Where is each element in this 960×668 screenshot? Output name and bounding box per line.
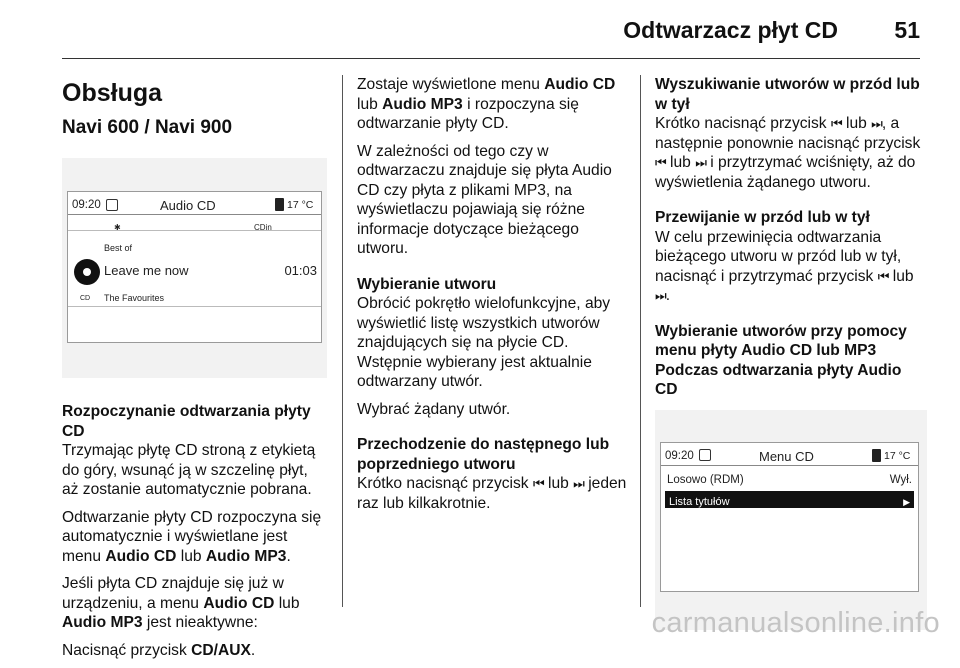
paragraph: W celu przewinięcia odtwarzania bieżącego utworu w przód lub w tył, nacisnąć i przytrzymać przycisk ⏮ lub ⏭.	[655, 228, 914, 304]
heading-next-previous: Przechodzenie do następnego lub poprzedniego utworu	[357, 436, 610, 473]
heading-search-tracks: Wyszukiwanie utworów w przód lub w tył	[655, 76, 920, 113]
clock-icon	[699, 447, 711, 467]
cd-label: CD	[80, 295, 91, 302]
menu-track-list-row	[665, 491, 914, 508]
column-divider	[342, 75, 343, 607]
album-name: Best of	[104, 243, 133, 253]
prev-track-icon: ⏮	[830, 116, 842, 131]
page-header	[0, 0, 960, 60]
column-divider	[640, 75, 641, 607]
screen-title: Audio CD	[160, 198, 216, 213]
paragraph: Odtwarzanie płyty CD rozpoczyna się automatycznie i wyświetlane jest menu Audio CD lub Audio MP3.	[62, 508, 322, 565]
next-track-icon: ⏭	[573, 476, 584, 491]
heading-menu-select: Wybieranie utworów przy pomocy menu płyty Audio CD lub MP3	[655, 322, 907, 359]
screen-temp: 17 °C	[287, 199, 314, 211]
audio-cd-screen	[67, 191, 322, 343]
prev-track-icon: ⏮	[655, 155, 666, 170]
screen-temp: 17 °C	[884, 449, 911, 462]
sub-title: Navi 600 / Navi 900	[62, 117, 233, 138]
screen-time: 09:20	[665, 449, 694, 462]
section-title: Obsługa	[62, 79, 163, 107]
next-track-icon: ⏭	[695, 155, 706, 170]
next-track-icon: ⏭	[871, 116, 882, 131]
chevron-right-icon: ▶	[903, 496, 910, 507]
heading-select-track: Wybieranie utworu	[357, 275, 497, 293]
paragraph: Jeśli płyta CD znajduje się już w urządzeniu, a menu Audio CD lub Audio MP3 jest nieaktywne:	[62, 575, 300, 631]
menu-cd-screen	[660, 442, 919, 592]
heading-wind: Przewijanie w przód lub w tył	[655, 209, 870, 226]
paragraph: Obrócić pokrętło wielofunkcyjne, aby wyświetlić listę wszystkich utworów znajdujących się na płycie CD. Wstępnie wybierany jest aktualnie odtwarzany utwór.	[357, 295, 611, 390]
audio-cd-screen-figure	[62, 158, 327, 378]
screen-title: Menu CD	[759, 448, 814, 464]
heading-start-playback: Rozpoczynanie odtwarzania płyty CD	[62, 403, 311, 440]
prev-track-icon: ⏮	[532, 476, 544, 491]
page-title: Odtwarzacz płyt CD	[623, 17, 838, 43]
screen-status-bar	[661, 443, 918, 466]
artist-name: The Favourites	[104, 293, 165, 303]
paragraph: Wybrać żądany utwór.	[357, 400, 511, 418]
paragraph: Zostaje wyświetlone menu Audio CD lub Audio MP3 i rozpoczyna się odtwarzanie płyty CD.	[357, 76, 616, 132]
track-name: Leave me now	[104, 263, 189, 278]
paragraph: W zależności od tego czy w odtwarzaczu znajduje się płyta Audio CD czy płyta z plikami MP3, na wyświetlaczu pojawiają się różne informacje dotyczące bieżącego utworu.	[357, 142, 612, 257]
paragraph: Nacisnąć przycisk CD/AUX.	[62, 641, 256, 659]
page-number: 51	[894, 17, 920, 43]
header-divider	[62, 58, 920, 59]
cd-icon	[74, 259, 100, 285]
screen-divider-bottom	[68, 306, 321, 307]
menu-cd-screen-figure	[655, 410, 927, 630]
menu-random-label: Losowo (RDM)	[667, 473, 744, 486]
next-track-icon: ⏭	[655, 288, 666, 303]
clock-icon	[106, 196, 118, 216]
menu-random-value: Wył.	[889, 473, 912, 486]
screen-status-bar	[68, 192, 321, 215]
phone-icon	[872, 447, 881, 467]
paragraph: Krótko nacisnąć przycisk ⏮ lub ⏭, a następnie ponownie nacisnąć przycisk ⏮ lub ⏭ i przytrzymać wciśnięty, aż do wyświetlenia żądanego utworu.	[655, 115, 921, 191]
cdin-label: CDin	[254, 223, 272, 232]
heading-during-audio-cd: Podczas odtwarzania płyty Audio CD	[655, 361, 902, 398]
phone-icon	[275, 196, 284, 216]
screen-divider	[68, 230, 321, 231]
column-3	[655, 75, 927, 630]
paragraph: Krótko nacisnąć przycisk ⏮ lub ⏭ jeden raz lub kilkakrotnie.	[357, 475, 627, 512]
track-time: 01:03	[284, 263, 317, 278]
watermark: carmanualsonline.info	[651, 607, 940, 639]
paragraph: Trzymając płytę CD stroną z etykietą do góry, wsunąć ją w szczelinę płyt, aż zostanie automatycznie pobrana.	[62, 442, 316, 498]
bluetooth-icon: ✱	[114, 223, 121, 232]
column-1	[62, 75, 327, 668]
menu-track-list-label: Lista tytułów	[669, 495, 730, 508]
prev-track-icon: ⏮	[877, 268, 889, 284]
column-2	[357, 75, 627, 521]
screen-time: 09:20	[72, 199, 101, 211]
